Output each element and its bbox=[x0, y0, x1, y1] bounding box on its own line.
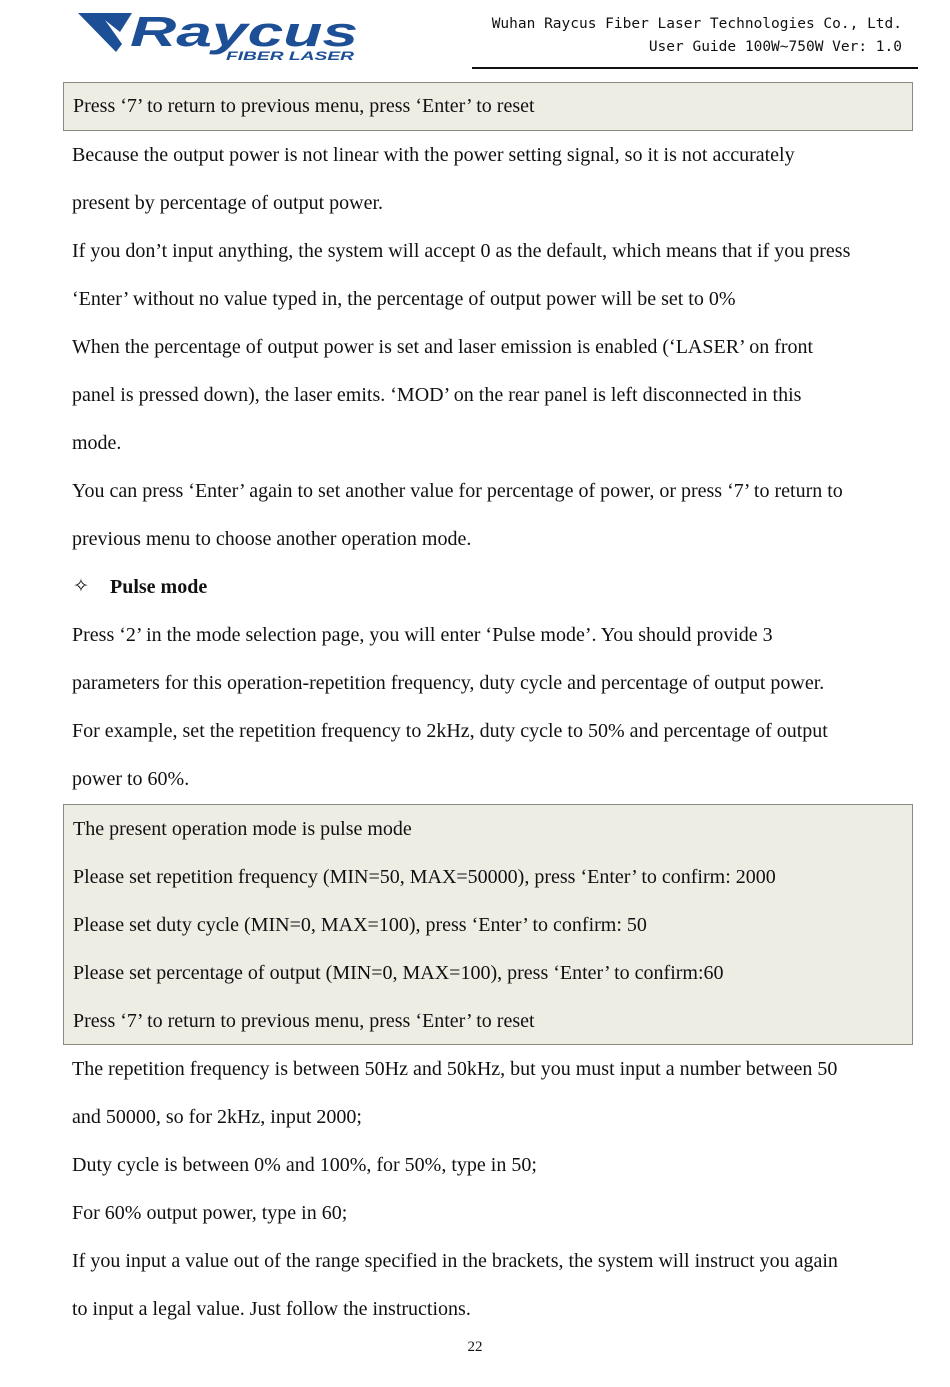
console-box-pulse-mode bbox=[63, 804, 913, 1045]
header-text bbox=[492, 13, 902, 59]
guide-version: User Guide 100W~750W Ver: 1.0 bbox=[648, 39, 902, 55]
text-line: ‘Enter’ without no value typed in, the percentage of output power will be set to 0% bbox=[72, 288, 736, 310]
section-heading-pulse-mode bbox=[63, 563, 913, 611]
text-line: power to 60%. bbox=[72, 768, 190, 790]
text-line: and 50000, so for 2kHz, input 2000; bbox=[72, 1106, 362, 1128]
text-line: mode. bbox=[72, 432, 122, 454]
text-line: Press ‘2’ in the mode selection page, you will enter ‘Pulse mode’. You should provide 3 bbox=[72, 624, 773, 646]
text-line: panel is pressed down), the laser emits. ‘MOD’ on the rear panel is left disconnected in this bbox=[72, 384, 802, 406]
console-line: Press ‘7’ to return to previous menu, press ‘Enter’ to reset bbox=[73, 1010, 535, 1032]
console-line: Press ‘7’ to return to previous menu, press ‘Enter’ to reset bbox=[73, 95, 535, 117]
text-line: For 60% output power, type in 60; bbox=[72, 1202, 348, 1224]
text-line: You can press ‘Enter’ again to set another value for percentage of power, or press ‘7’ to return to bbox=[72, 480, 843, 502]
text-line: Because the output power is not linear with the power setting signal, so it is not accurately bbox=[72, 144, 795, 166]
diamond-bullet-icon: ✧ bbox=[73, 576, 89, 597]
page-header bbox=[0, 0, 950, 72]
console-line: The present operation mode is pulse mode bbox=[73, 818, 412, 840]
text-line: Duty cycle is between 0% and 100%, for 50%, type in 50; bbox=[72, 1154, 537, 1176]
paragraph-cw-notes bbox=[63, 131, 913, 563]
text-line: present by percentage of output power. bbox=[72, 192, 384, 214]
page-number: 22 bbox=[467, 1339, 483, 1355]
console-line: Please set percentage of output (MIN=0, MAX=100), press ‘Enter’ to confirm:60 bbox=[73, 962, 724, 984]
paragraph-pulse-notes bbox=[63, 1045, 913, 1333]
text-line: For example, set the repetition frequency to 2kHz, duty cycle to 50% and percentage of output bbox=[72, 720, 828, 742]
text-line: parameters for this operation-repetition frequency, duty cycle and percentage of output power. bbox=[72, 672, 825, 694]
section-title: Pulse mode bbox=[110, 576, 208, 598]
text-line: to input a legal value. Just follow the instructions. bbox=[72, 1298, 471, 1320]
text-line: If you don’t input anything, the system will accept 0 as the default, which means that if you press bbox=[72, 240, 851, 262]
console-line: Please set repetition frequency (MIN=50, MAX=50000), press ‘Enter’ to confirm: 2000 bbox=[73, 866, 776, 888]
text-line: When the percentage of output power is set and laser emission is enabled (‘LASER’ on front bbox=[72, 336, 814, 358]
page-content bbox=[63, 82, 913, 1333]
text-line: The repetition frequency is between 50Hz and 50kHz, but you must input a number between 50 bbox=[72, 1058, 838, 1080]
logo-subtext: FIBER LASER bbox=[226, 49, 355, 62]
paragraph-pulse-intro bbox=[63, 611, 913, 803]
console-line: Please set duty cycle (MIN=0, MAX=100), press ‘Enter’ to confirm: 50 bbox=[73, 914, 647, 936]
text-line: If you input a value out of the range specified in the brackets, the system will instruct you again bbox=[72, 1250, 838, 1272]
console-box-reset bbox=[63, 82, 913, 131]
text-line: previous menu to choose another operation mode. bbox=[72, 528, 472, 550]
logo-wordmark: Raycus bbox=[130, 10, 358, 55]
raycus-logo bbox=[76, 10, 366, 62]
header-rule bbox=[472, 67, 918, 69]
company-name: Wuhan Raycus Fiber Laser Technologies Co., Ltd. bbox=[491, 16, 902, 32]
